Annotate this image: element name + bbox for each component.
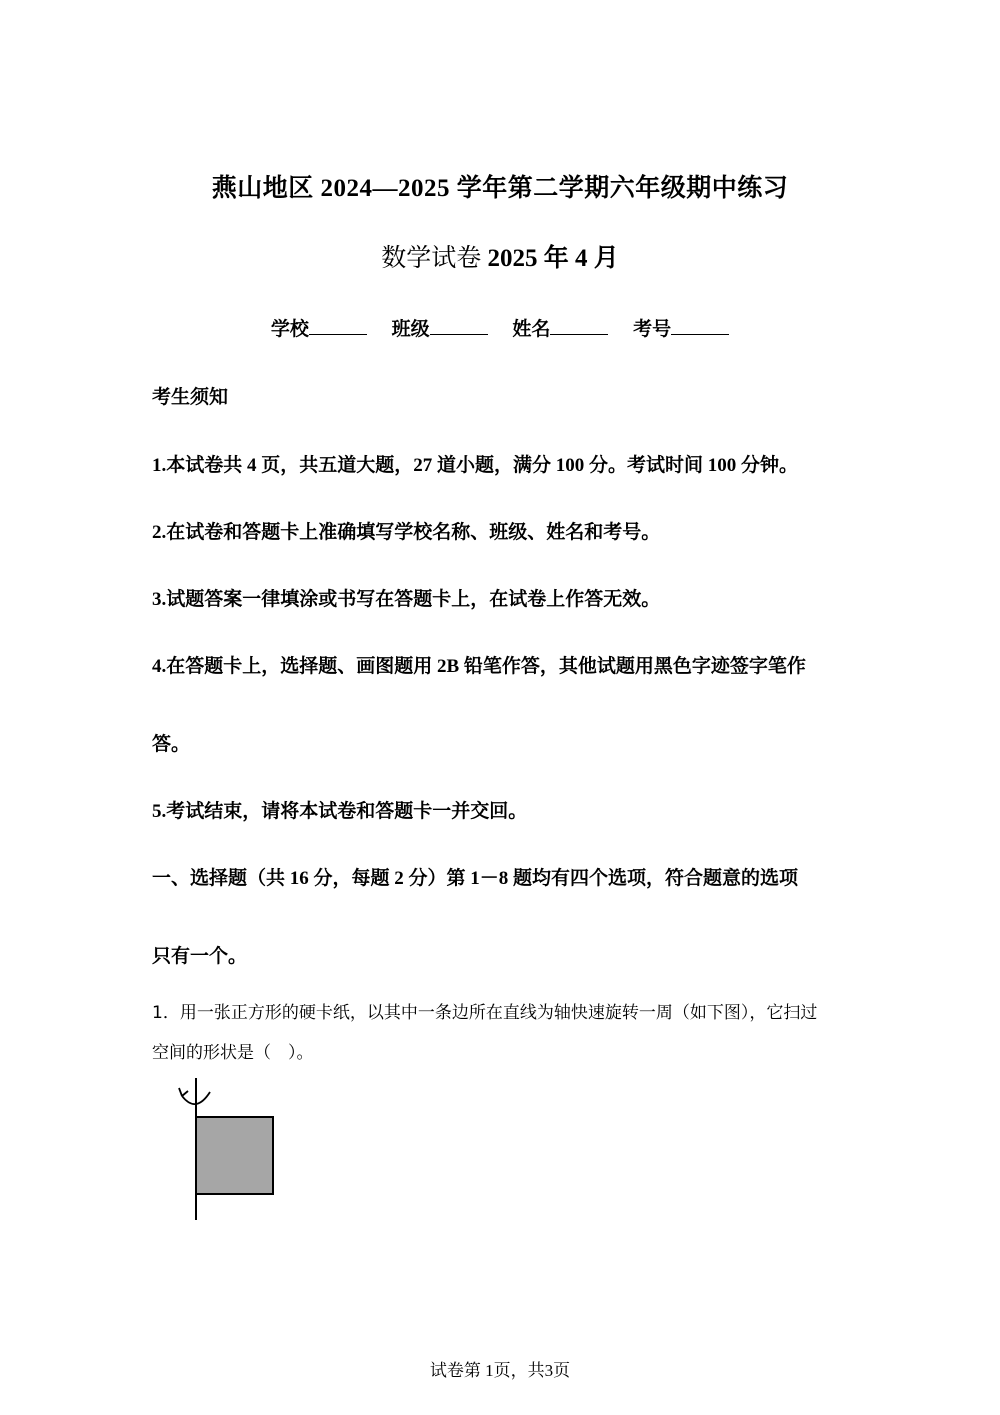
student-info-line (0, 314, 1000, 341)
notice-item: 4.在答题卡上，选择题、画图题用 2B 铅笔作答，其他试题用黑色字迹签字笔作 (152, 656, 806, 677)
arrow-head-icon (179, 1088, 188, 1096)
class-field (392, 319, 488, 340)
exam-subtitle (0, 238, 1000, 274)
class-blank[interactable] (430, 318, 488, 335)
notice-item: 2.在试卷和答题卡上准确填写学校名称、班级、姓名和考号。 (152, 522, 661, 543)
name-label: 姓名 (512, 319, 551, 340)
name-field (512, 319, 608, 340)
notice-item: 3.试题答案一律填涂或书写在答题卡上，在试卷上作答无效。 (152, 589, 661, 610)
class-label: 班级 (391, 319, 430, 340)
section-heading: 一、选择题（共 16 分，每题 2 分）第 1－8 题均有四个选项，符合题意的选项 (152, 868, 799, 889)
school-blank[interactable] (309, 318, 367, 335)
page-footer: 试卷第 1页，共3页 (429, 1361, 571, 1380)
exam-date: 2025 年 4 月 (487, 245, 619, 272)
square-card (196, 1117, 273, 1194)
question-1-text-continued: 空间的形状是（ ）。 (152, 1043, 314, 1063)
name-blank[interactable] (550, 318, 608, 335)
school-field (271, 319, 367, 340)
question-1-text: 1．用一张正方形的硬卡纸，以其中一条边所在直线为轴快速旋转一周（如下图），它扫过 (152, 1003, 818, 1023)
subject-label: 数学试卷 (381, 245, 482, 272)
rotating-square-figure (170, 1074, 290, 1224)
exam-number-field (633, 319, 729, 340)
section-heading-continued: 只有一个。 (152, 946, 248, 967)
notice-heading: 考生须知 (152, 387, 229, 408)
notice-item: 1.本试卷共 4 页，共五道大题，27 道小题，满分 100 分。考试时间 100 分钟。 (152, 455, 799, 476)
school-label: 学校 (270, 319, 309, 340)
exam-number-blank[interactable] (671, 318, 729, 335)
notice-item: 答。 (152, 734, 191, 755)
exam-number-label: 考号 (633, 319, 672, 340)
notice-item: 5.考试结束，请将本试卷和答题卡一并交回。 (152, 801, 528, 822)
exam-title: 燕山地区 2024—2025 学年第二学期六年级期中练习 (211, 175, 789, 202)
